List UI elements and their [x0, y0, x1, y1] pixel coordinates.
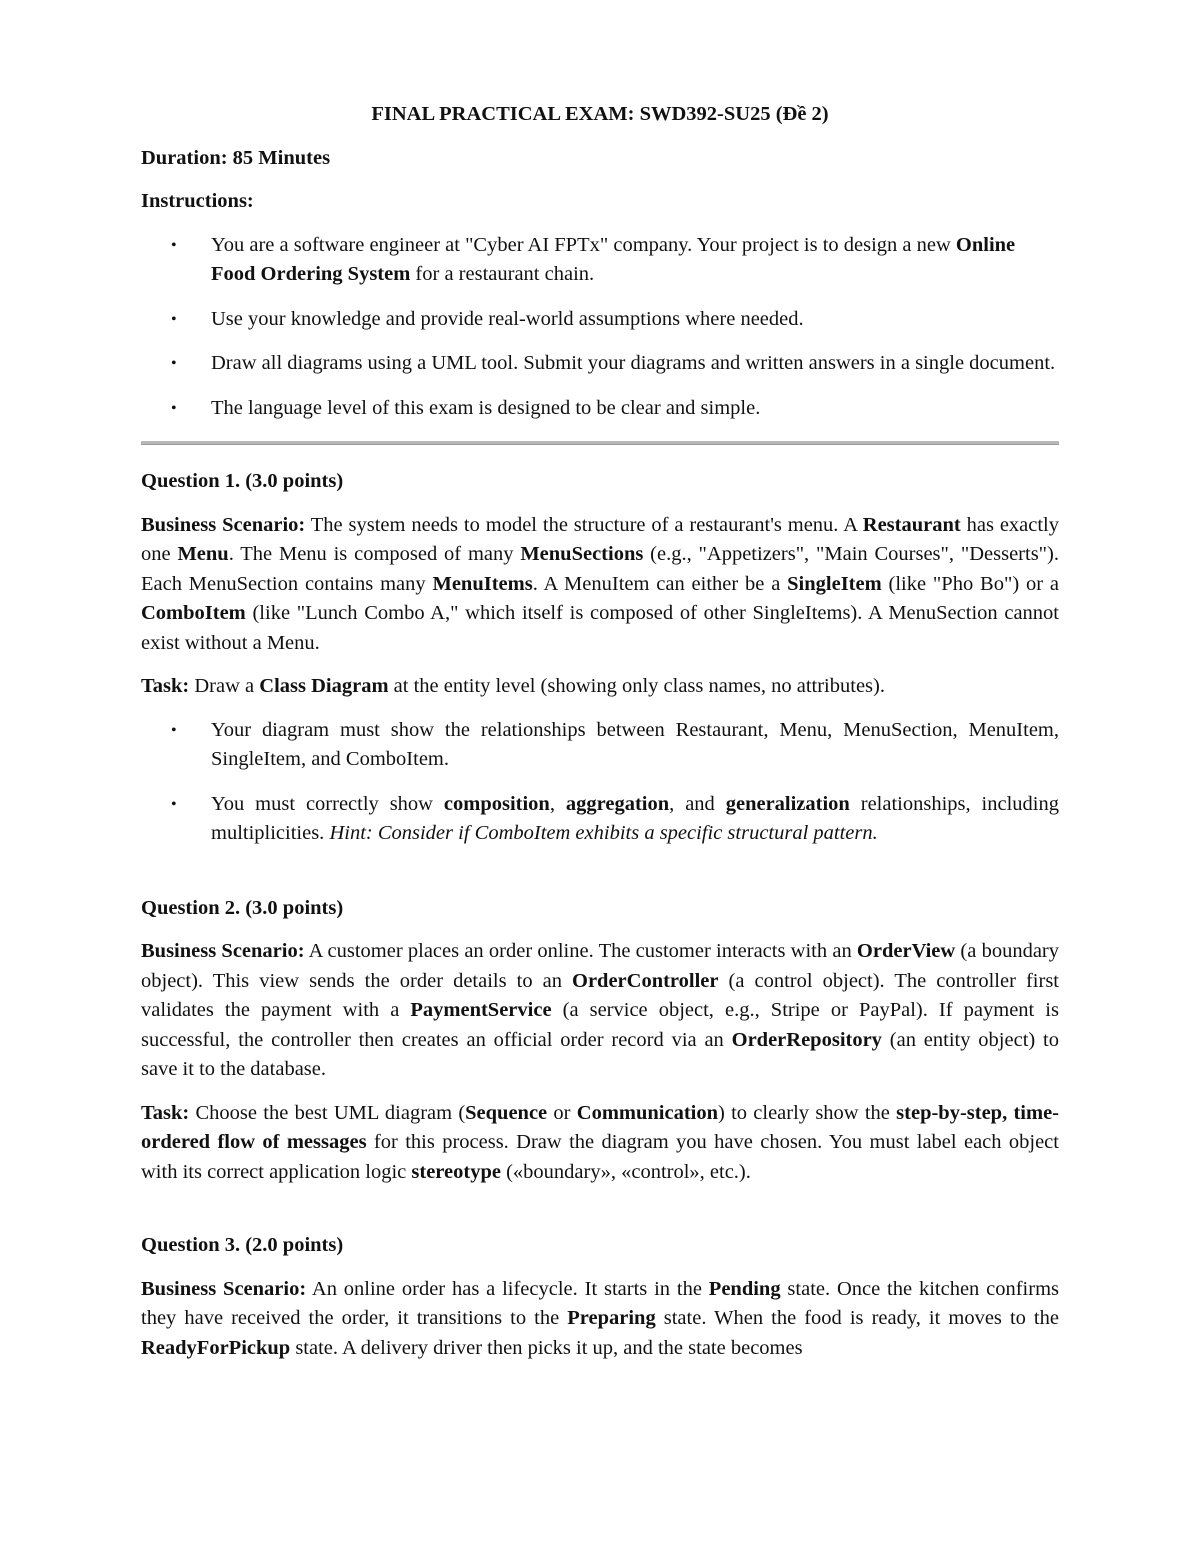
- bullet-icon: •: [171, 795, 177, 813]
- task-label: Task:: [141, 675, 190, 697]
- scenario-bold: Restaurant: [862, 513, 961, 536]
- task-text: («boundary», «control», etc.).: [500, 1160, 751, 1183]
- task-bullet-text: ,: [549, 792, 566, 815]
- task-bold: Sequence: [465, 1101, 548, 1124]
- scenario-text: state. Once the kitchen confirms they have received the order, it transitions to the: [141, 1277, 1060, 1329]
- horizontal-divider: [141, 441, 1059, 445]
- scenario-text: . The Menu is composed of many: [228, 543, 521, 565]
- scenario-label: Business Scenario:: [141, 1277, 307, 1300]
- bullet-icon: •: [171, 236, 177, 254]
- bullet-icon: •: [171, 721, 177, 739]
- task-bullet-bold: aggregation: [565, 792, 670, 815]
- scenario-text: (an entity object) to save it to the database.: [141, 1028, 1059, 1080]
- scenario-text: (a boundary object). This view sends the order details to an: [141, 940, 1060, 992]
- instruction-text: You are a software engineer at "Cyber AI FPTx" company. Your project is to design a new: [211, 233, 956, 256]
- scenario-bold: OrderController: [572, 969, 719, 992]
- scenario-bold: Pending: [708, 1277, 781, 1300]
- task-text: for this process. Draw the diagram you have chosen. You must label each object with its correct application logic: [141, 1131, 1059, 1183]
- scenario-text: state. When the food is ready, it moves to the: [655, 1307, 1059, 1329]
- scenario-bold: ReadyForPickup: [141, 1336, 291, 1359]
- scenario-text: state. A delivery driver then picks it up, and the state becomes: [290, 1336, 803, 1359]
- scenario-text: (a service object, e.g., Stripe or PayPal). If payment is successful, the controller then creates an official order record via an: [141, 999, 1059, 1051]
- question-1-bullets: [141, 716, 1059, 849]
- task-text: or: [547, 1101, 577, 1124]
- question-3-scenario: [141, 1275, 1059, 1364]
- task-text: Choose the best UML diagram (: [189, 1101, 466, 1124]
- question-3-heading: Question 3. (2.0 points): [141, 1234, 344, 1256]
- scenario-bold: MenuItems: [432, 572, 533, 595]
- scenario-bold: Preparing: [567, 1307, 656, 1329]
- task-text: at the entity level (showing only class names, no attributes).: [388, 675, 885, 697]
- instruction-text: The language level of this exam is designed to be clear and simple.: [211, 396, 761, 419]
- instructions-list: [141, 231, 1059, 424]
- task-bold: step-by-step, time-ordered flow of messages: [141, 1101, 1059, 1153]
- question-2-task: [141, 1099, 1059, 1188]
- instruction-item: [141, 305, 1059, 335]
- scenario-label: Business Scenario:: [141, 513, 306, 536]
- question-1-heading: Question 1. (3.0 points): [141, 470, 344, 492]
- task-bullet-bold: composition: [443, 792, 550, 815]
- scenario-text: (like "Lunch Combo A," which itself is composed of other SingleItems). A MenuSection cannot exist without a Menu.: [141, 602, 1059, 654]
- instruction-item: [141, 349, 1059, 379]
- question-1-scenario: [141, 511, 1059, 659]
- duration-text: Duration: 85 Minutes: [141, 146, 331, 169]
- instruction-bold: Online Food Ordering System: [211, 233, 1016, 285]
- scenario-label: Business Scenario:: [141, 940, 305, 962]
- task-text: ) to clearly show the: [718, 1101, 897, 1124]
- spacer: [141, 864, 1059, 894]
- scenario-bold: MenuSections: [520, 543, 644, 565]
- scenario-text: has exactly one: [141, 513, 1060, 565]
- task-bullet-text: You must correctly show: [211, 792, 444, 815]
- question-2-scenario: [141, 937, 1059, 1085]
- task-label: Task:: [141, 1101, 190, 1124]
- bullet-icon: •: [171, 355, 177, 372]
- exam-page: [141, 100, 1059, 1377]
- exam-title: FINAL PRACTICAL EXAM: SWD392-SU25 (Đề 2): [371, 103, 829, 125]
- scenario-text: (a control object). The controller first validates the payment with a: [141, 969, 1059, 1021]
- instruction-item: [141, 231, 1059, 290]
- instruction-item: [141, 394, 1059, 424]
- scenario-text: A customer places an order online. The customer interacts with an: [304, 940, 857, 962]
- scenario-bold: SingleItem: [787, 572, 882, 595]
- scenario-text: (like "Pho Bo") or a: [881, 572, 1059, 595]
- hint-text: Hint: Consider if ComboItem exhibits a specific structural pattern.: [329, 822, 878, 844]
- scenario-text: (e.g., "Appetizers", "Main Courses", "Desserts"). Each MenuSection contains many: [141, 543, 1059, 595]
- task-text: Draw a: [189, 675, 260, 697]
- instruction-text: Draw all diagrams using a UML tool. Submit your diagrams and written answers in a single document.: [211, 352, 1056, 374]
- instruction-text: Use your knowledge and provide real-world assumptions where needed.: [211, 307, 804, 330]
- task-bullet-bold: generalization: [725, 792, 850, 815]
- task-bullet-item: [141, 716, 1059, 775]
- scenario-bold: PaymentService: [410, 999, 552, 1021]
- scenario-bold: ComboItem: [141, 602, 246, 624]
- scenario-bold: OrderView: [856, 940, 956, 962]
- task-bold: stereotype: [411, 1160, 501, 1183]
- instructions-heading: [141, 187, 1059, 217]
- question-2-heading: Question 2. (3.0 points): [141, 896, 344, 919]
- duration: [141, 144, 1059, 174]
- scenario-text: . A MenuItem can either be a: [532, 572, 788, 595]
- spacer: [141, 1201, 1059, 1231]
- instructions-heading-text: Instructions:: [141, 190, 254, 212]
- scenario-text: An online order has a lifecycle. It starts in the: [306, 1277, 709, 1300]
- task-bullet-text: relationships, including multiplicities.: [211, 792, 1059, 844]
- bullet-icon: •: [171, 310, 177, 328]
- task-bold: Class Diagram: [259, 675, 389, 697]
- scenario-text: The system needs to model the structure of a restaurant's menu. A: [305, 513, 863, 536]
- task-bullet-item: [141, 790, 1059, 849]
- scenario-bold: Menu: [177, 543, 229, 565]
- task-bold: Communication: [576, 1101, 718, 1124]
- task-bullet-text: Your diagram must show the relationships between Restaurant, Menu, MenuSection, MenuItem, SingleItem, and ComboItem.: [211, 718, 1059, 770]
- bullet-icon: •: [171, 399, 177, 417]
- question-1-task: [141, 672, 1059, 702]
- scenario-bold: OrderRepository: [731, 1028, 882, 1051]
- instruction-text: for a restaurant chain.: [410, 263, 595, 285]
- task-bullet-text: , and: [669, 792, 726, 815]
